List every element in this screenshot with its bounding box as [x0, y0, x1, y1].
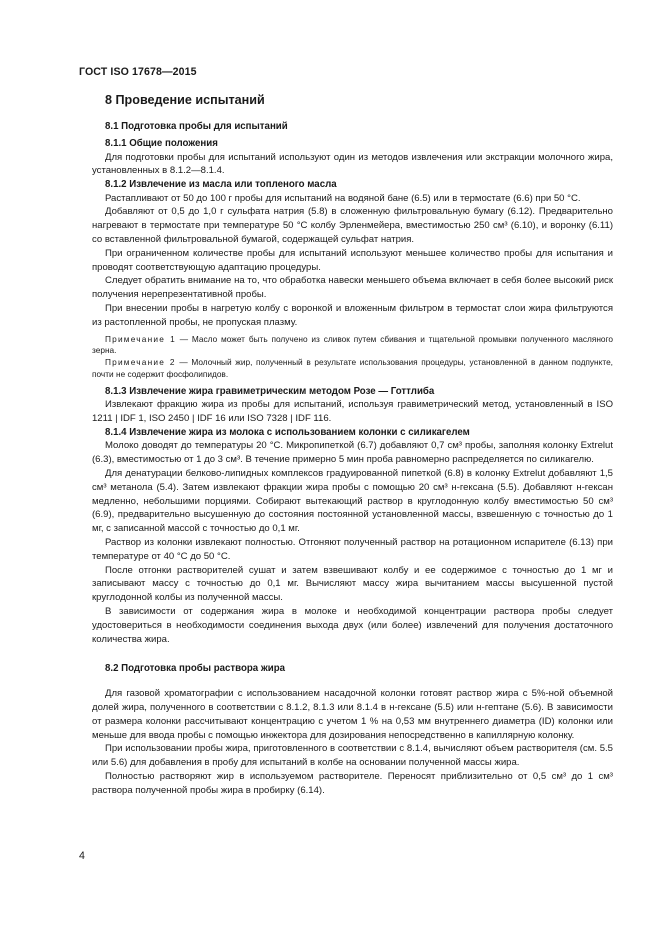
- paragraph: Для газовой хроматографии с использованием насадочной колонки готовят раствор жира с 5%-ной объемной долей жира, полученного в соответствии с 8.1.2, 8.1.3 или 8.1.4 в н-гексане (5.5) или н-гептане (5.6). В зависимости от размера колонки рассчитывают концентрацию с учетом 1 % на 0,53 мм внутреннего диаметра (ID) колонки или меньше для ввода пробы с помощью инжектора для дозирования непосредственно в капиллярную колонку.: [92, 688, 613, 741]
- paragraph: Добавляют от 0,5 до 1,0 г сульфата натрия (5.8) в сложенную фильтровальную бумагу (6.12). Предварительно нагревают в термостате при температуре 50 °C колбу Эрленмейера, вместимостью 250 см³ (6.10), и воронку (6.11) со вставленной фильтровальной бумагой, содержащей сульфат натрия.: [92, 206, 613, 245]
- paragraph: Полностью растворяют жир в используемом растворителе. Переносят приблизительно от 0,5 см³ до 1 см³ раствора полученной пробы жира в пробирку (6.14).: [92, 771, 613, 796]
- note-label: Примечание 2: [105, 357, 176, 368]
- note-text: — Молочный жир, полученный в результате использования процедуры, установленной в данном подпункте, почти не содержит фосфолипидов.: [92, 357, 613, 379]
- note-text: — Масло может быть получено из сливок путем сбивания и тщательной промывки полученного масляного зерна.: [92, 333, 614, 356]
- paragraph: Молоко доводят до температуры 20 °C. Микропипеткой (6.7) добавляют 0,7 см³ пробы, заполняя колонку Extrelut (6.3), вместимостью от 1 до 3 см³. В течение примерно 5 мин проба равномерно распределяется по силикагелю.: [92, 440, 613, 466]
- page-number: 4: [79, 850, 85, 862]
- paragraph: После отгонки растворителей сушат и затем взвешивают колбу и ее содержимое с точностью до 1 мг и записывают массу с точностью до 0,1 мг. Вычисляют массу жира вычитанием массы высушенной пустой круглодонной колбы из полученной массы.: [92, 564, 613, 604]
- paragraph: Раствор из колонки извлекают полностью. Отгоняют полученный раствор на ротационном испарителе (6.13) при температуре от 40 °C до 50 °C.: [92, 536, 613, 562]
- note-2: [92, 357, 613, 381]
- paragraph: Следует обратить внимание на то, что обработка навески меньшего объема включает в себя более высокий риск получения нерепрезентативной пробы.: [92, 275, 613, 301]
- section-8-1-title: 8.1 Подготовка пробы для испытаний: [105, 121, 288, 132]
- section-8-title: 8 Проведение испытаний: [105, 93, 265, 107]
- note-label: Примечание 1: [105, 333, 176, 344]
- section-8-1-1-title: 8.1.1 Общие положения: [105, 138, 218, 149]
- note-1: [92, 334, 613, 358]
- section-8-1-4-title: 8.1.4 Извлечение жира из молока с использованием колонки с силикагелем: [105, 426, 470, 438]
- section-8-1-3-title: 8.1.3 Извлечение жира гравиметрическим методом Розе — Готтлиба: [105, 385, 435, 397]
- paragraph: Для подготовки пробы для испытаний используют один из методов извлечения или экстракции молочного жира, установленных в 8.1.2—8.1.4.: [92, 151, 613, 177]
- standard-header: ГОСТ ISO 17678—2015: [79, 66, 197, 78]
- section-8-1-2-title: 8.1.2 Извлечение из масла или топленого масла: [105, 179, 337, 191]
- section-8-2-title: 8.2 Подготовка пробы раствора жира: [105, 663, 286, 675]
- paragraph: При использовании пробы жира, приготовленного в соответствии с 8.1.4, вычисляют объем растворителя (см. 5.5 или 5.6) для добавления в пробу для испытаний в колбе на основании полученной массы жира.: [92, 743, 613, 769]
- paragraph: Извлекают фракцию жира из пробы для испытаний, используя гравиметрический метод, установленный в ISO 1211 | IDF 1, ISO 2450 | IDF 16 или ISO 7328 | IDF 116.: [92, 399, 613, 425]
- paragraph: При внесении пробы в нагретую колбу с воронкой и вложенным фильтром в термостат слои жира фильтруются из растопленной пробы, не пропуская плазму.: [92, 302, 613, 328]
- paragraph: Растапливают от 50 до 100 г пробы для испытаний на водяной бане (6.5) или в термостате (6.6) при 50 °C.: [105, 192, 581, 204]
- paragraph: В зависимости от содержания жира в молоке и необходимой концентрации раствора пробы следует удостовериться в необходимости соединения выхода двух (или более) извлечений для получения достаточного количества жира.: [92, 605, 613, 645]
- paragraph: Для денатурации белково-липидных комплексов градуированной пипеткой (6.8) в колонку Extrelut добавляют 1,5 см³ метанола (5.4). Затем извлекают фракции жира пробы с помощью 20 см³ н-гексана (5.5). Добавляют н-гексан медленно, небольшими порциями. Собирают вытекающий раствор в круглодонную колбу вместимостью 50 см³ (6.9), предварительно высушенную до состояния постоянной установленной массы, взвешенную с точностью до 1 мг, с записанной массой с точностью до 0,1 мг.: [92, 467, 613, 535]
- paragraph: При ограниченном количестве пробы для испытаний используют меньшее количество пробы для испытания и проводят соответствующую адаптацию процедуры.: [92, 247, 613, 273]
- page-body: [92, 92, 613, 798]
